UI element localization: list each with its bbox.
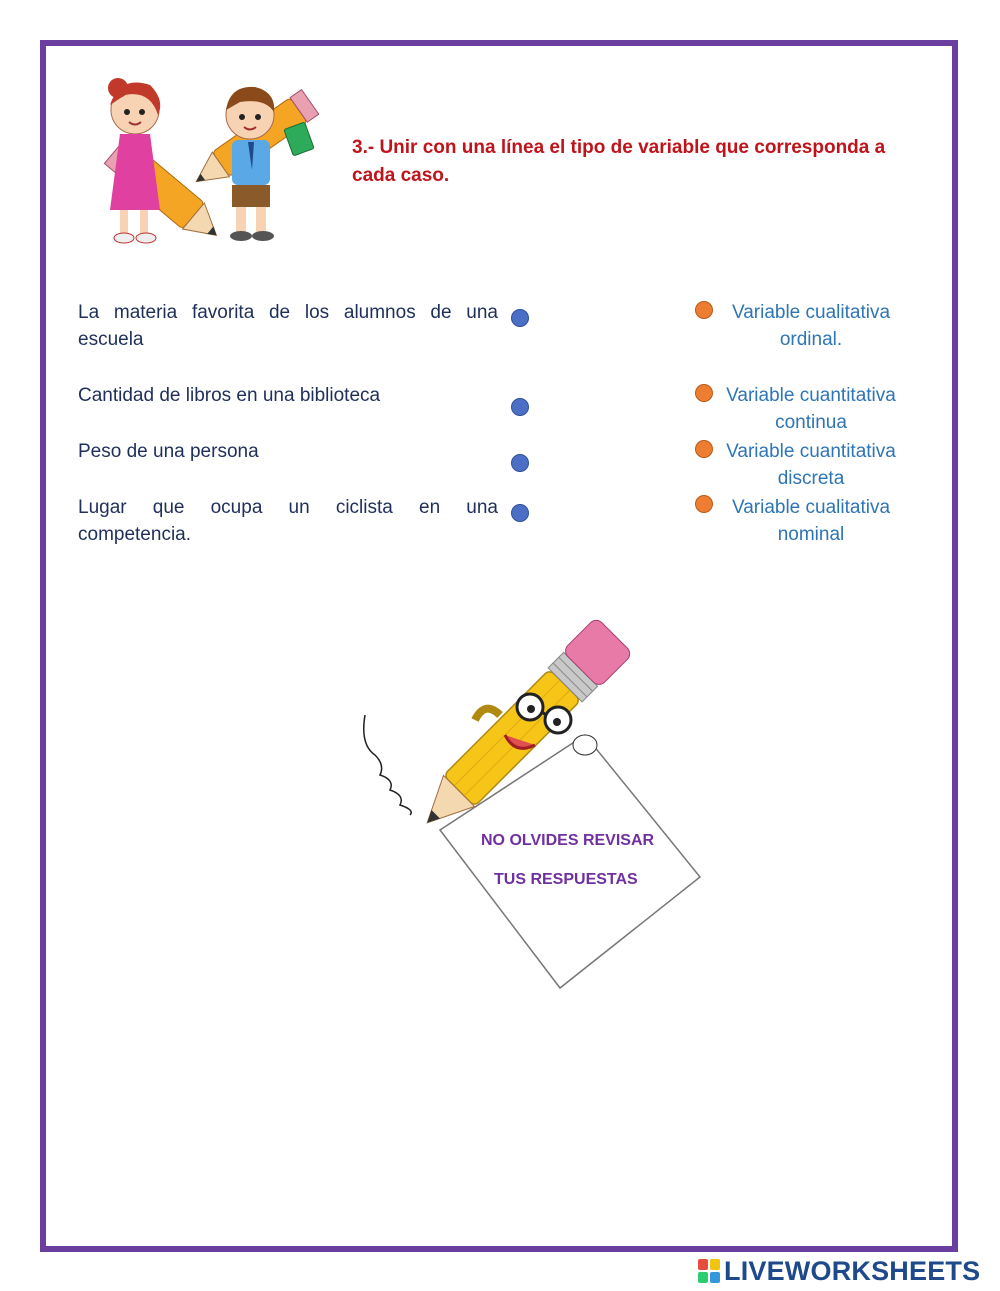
right-item-3-line1: Variable cuantitativa: [726, 441, 896, 462]
right-item-1-line1: Variable cualitativa: [731, 302, 891, 323]
right-item-1: [712, 299, 910, 353]
right-item-4: [712, 494, 910, 548]
right-item-2: [712, 382, 910, 436]
right-item-3-line2: discreta: [777, 468, 845, 489]
right-item-3: [712, 438, 910, 492]
liveworksheets-logo-text: LIVEWORKSHEETS: [724, 1255, 981, 1286]
note-line-1: NO OLVIDES REVISAR: [481, 832, 655, 849]
left-item-3: [78, 438, 498, 465]
left-item-4: [78, 494, 498, 548]
kids-with-pencils-illustration: [80, 70, 340, 250]
left-item-1-line1: La materia favorita de los alumnos de una: [78, 302, 498, 323]
left-item-2-line1: Cantidad de libros en una biblioteca: [78, 385, 381, 406]
left-item-4-line1: Lugar que ocupa un ciclista en una: [78, 497, 498, 518]
left-item-1: [78, 299, 498, 353]
left-connector-dot-1[interactable]: [511, 309, 529, 327]
right-item-2-line1: Variable cuantitativa: [726, 385, 896, 406]
liveworksheets-logo: [698, 1256, 980, 1286]
left-item-3-line1: Peso de una persona: [78, 441, 259, 462]
right-item-4-line1: Variable cualitativa: [731, 497, 891, 518]
note-line-2: TUS RESPUESTAS: [494, 871, 638, 888]
left-item-1-line2: escuela: [78, 329, 144, 350]
right-item-4-line2: nominal: [777, 524, 845, 545]
right-connector-dot-2[interactable]: [695, 384, 713, 402]
left-connector-dot-4[interactable]: [511, 504, 529, 522]
right-connector-dot-3[interactable]: [695, 440, 713, 458]
left-connector-dot-3[interactable]: [511, 454, 529, 472]
right-item-1-line2: ordinal.: [779, 329, 843, 350]
pencil-mascot-illustration: [355, 605, 705, 995]
left-item-4-line2: competencia.: [78, 524, 192, 545]
right-item-2-line2: continua: [775, 412, 847, 433]
liveworksheets-logo-icon: [698, 1259, 720, 1283]
right-connector-dot-1[interactable]: [695, 301, 713, 319]
exercise-instruction: 3.- Unir con una línea el tipo de variable que corresponda a cada caso.: [352, 137, 886, 186]
left-connector-dot-2[interactable]: [511, 398, 529, 416]
right-connector-dot-4[interactable]: [695, 495, 713, 513]
left-item-2: [78, 382, 498, 409]
